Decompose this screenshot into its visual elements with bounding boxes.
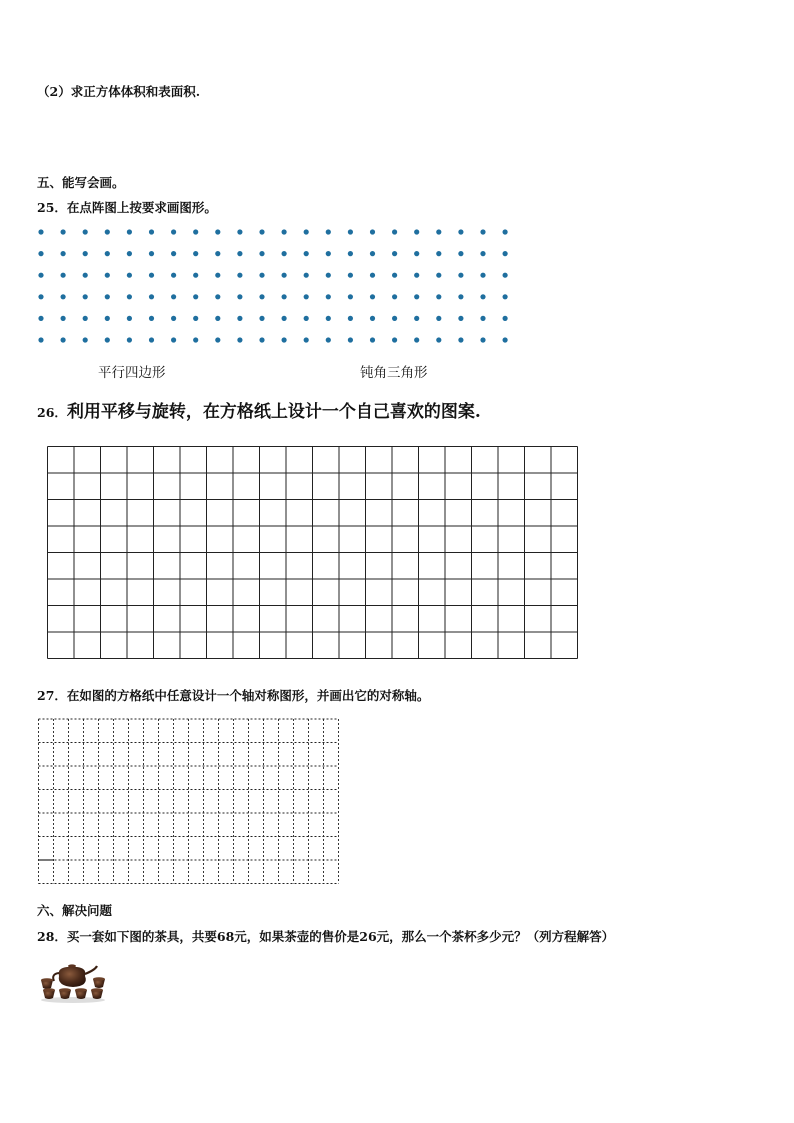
grid-dot[interactable] <box>370 273 375 278</box>
q27-text: 27．在如图的方格纸中任意设计一个轴对称图形，并画出它的对称轴。 <box>37 688 430 703</box>
grid-dot[interactable] <box>61 273 66 278</box>
grid-dot[interactable] <box>215 229 220 234</box>
grid-dot[interactable] <box>392 337 397 342</box>
grid-dot[interactable] <box>370 316 375 321</box>
tea-set-image <box>37 962 109 1004</box>
grid-dot[interactable] <box>105 316 110 321</box>
q24-part2-text: （2）求正方体体积和表面积. <box>37 84 201 99</box>
grid-dot[interactable] <box>414 294 419 299</box>
grid-dot[interactable] <box>458 273 463 278</box>
grid-dot[interactable] <box>61 294 66 299</box>
grid-dot[interactable] <box>105 251 110 256</box>
grid-dot[interactable] <box>215 273 220 278</box>
grid-dot[interactable] <box>436 251 441 256</box>
grid-dot[interactable] <box>215 337 220 342</box>
grid-dot[interactable] <box>171 251 176 256</box>
grid-dot[interactable] <box>370 294 375 299</box>
grid-dot[interactable] <box>61 251 66 256</box>
grid-dot[interactable] <box>259 229 264 234</box>
grid-dot[interactable] <box>503 229 508 234</box>
grid-dot[interactable] <box>480 229 485 234</box>
grid-dot[interactable] <box>215 251 220 256</box>
grid-dot[interactable] <box>480 294 485 299</box>
grid-dot[interactable] <box>83 229 88 234</box>
grid-dot[interactable] <box>348 251 353 256</box>
design-grid-lines <box>48 447 578 659</box>
grid-dot[interactable] <box>38 229 43 234</box>
grid-dot[interactable] <box>304 316 309 321</box>
grid-dot[interactable] <box>171 316 176 321</box>
grid-dot[interactable] <box>38 337 43 342</box>
grid-dot[interactable] <box>282 316 287 321</box>
grid-dot[interactable] <box>171 337 176 342</box>
grid-dot[interactable] <box>392 251 397 256</box>
section5-title: 五、能写会画。 <box>37 175 125 190</box>
q26-text <box>37 397 481 422</box>
grid-dot[interactable] <box>127 337 132 342</box>
grid-dot[interactable] <box>480 251 485 256</box>
grid-dot[interactable] <box>436 229 441 234</box>
grid-dot[interactable] <box>193 251 198 256</box>
grid-dot[interactable] <box>326 251 331 256</box>
grid-dot[interactable] <box>326 294 331 299</box>
grid-dot[interactable] <box>304 294 309 299</box>
grid-dot[interactable] <box>348 273 353 278</box>
grid-dot[interactable] <box>414 273 419 278</box>
grid-dot[interactable] <box>105 337 110 342</box>
grid-dot[interactable] <box>259 251 264 256</box>
grid-dot[interactable] <box>392 294 397 299</box>
grid-dot[interactable] <box>326 229 331 234</box>
grid-dot[interactable] <box>149 229 154 234</box>
grid-dot[interactable] <box>503 316 508 321</box>
grid-dot[interactable] <box>259 294 264 299</box>
grid-dot[interactable] <box>237 337 242 342</box>
design-grid[interactable] <box>46 445 581 661</box>
grid-dot[interactable] <box>61 316 66 321</box>
grid-dot[interactable] <box>414 337 419 342</box>
grid-dot[interactable] <box>304 229 309 234</box>
grid-dot[interactable] <box>193 337 198 342</box>
grid-dot[interactable] <box>83 251 88 256</box>
grid-dot[interactable] <box>61 337 66 342</box>
grid-dot[interactable] <box>127 229 132 234</box>
grid-dot[interactable] <box>326 273 331 278</box>
grid-dot[interactable] <box>370 251 375 256</box>
grid-dot[interactable] <box>127 251 132 256</box>
grid-dot[interactable] <box>83 337 88 342</box>
grid-dot[interactable] <box>193 229 198 234</box>
grid-dot[interactable] <box>503 273 508 278</box>
grid-dot[interactable] <box>392 273 397 278</box>
grid-dot[interactable] <box>414 316 419 321</box>
grid-dot[interactable] <box>348 229 353 234</box>
dot-grid[interactable] <box>35 225 515 345</box>
grid-dot[interactable] <box>370 337 375 342</box>
grid-dot[interactable] <box>480 337 485 342</box>
grid-dot[interactable] <box>105 294 110 299</box>
q26-number: 26． <box>37 405 67 420</box>
grid-dot[interactable] <box>436 273 441 278</box>
grid-dot[interactable] <box>259 337 264 342</box>
symmetry-grid[interactable] <box>37 717 339 887</box>
grid-dot[interactable] <box>282 273 287 278</box>
grid-dot[interactable] <box>83 316 88 321</box>
grid-dot[interactable] <box>326 337 331 342</box>
grid-dot[interactable] <box>215 294 220 299</box>
grid-dot[interactable] <box>237 294 242 299</box>
grid-dot[interactable] <box>193 294 198 299</box>
grid-dot[interactable] <box>237 251 242 256</box>
grid-dot[interactable] <box>348 337 353 342</box>
grid-dot[interactable] <box>282 294 287 299</box>
grid-dot[interactable] <box>458 294 463 299</box>
grid-dot[interactable] <box>304 337 309 342</box>
grid-dot[interactable] <box>326 316 331 321</box>
grid-dot[interactable] <box>38 251 43 256</box>
grid-dot[interactable] <box>237 273 242 278</box>
grid-dot[interactable] <box>193 316 198 321</box>
q25-text: 25．在点阵图上按要求画图形。 <box>37 200 217 215</box>
grid-dot[interactable] <box>105 273 110 278</box>
grid-dot[interactable] <box>503 337 508 342</box>
grid-dot[interactable] <box>503 251 508 256</box>
grid-dot[interactable] <box>436 337 441 342</box>
grid-dot[interactable] <box>436 316 441 321</box>
grid-dot[interactable] <box>259 316 264 321</box>
grid-dot[interactable] <box>149 316 154 321</box>
grid-dot[interactable] <box>149 337 154 342</box>
section6-title: 六、解决问题 <box>37 903 113 918</box>
grid-dot[interactable] <box>458 337 463 342</box>
grid-dot[interactable] <box>149 251 154 256</box>
grid-dot[interactable] <box>436 294 441 299</box>
grid-dot[interactable] <box>458 316 463 321</box>
grid-dot[interactable] <box>105 229 110 234</box>
grid-dot[interactable] <box>480 273 485 278</box>
grid-dot[interactable] <box>414 229 419 234</box>
symmetry-grid-lines <box>39 719 339 884</box>
grid-dot[interactable] <box>392 316 397 321</box>
grid-dot[interactable] <box>304 251 309 256</box>
q28-text: 28．买一套如下图的茶具，共要68元，如果茶壶的售价是26元，那么一个茶杯多少元？（列方程解答） <box>37 929 615 944</box>
grid-dot[interactable] <box>458 229 463 234</box>
grid-dot[interactable] <box>348 294 353 299</box>
grid-dot[interactable] <box>171 229 176 234</box>
grid-dot[interactable] <box>61 229 66 234</box>
grid-dot[interactable] <box>127 316 132 321</box>
grid-dot[interactable] <box>259 273 264 278</box>
grid-dot[interactable] <box>171 273 176 278</box>
grid-dot[interactable] <box>127 294 132 299</box>
grid-dot[interactable] <box>282 229 287 234</box>
grid-dot[interactable] <box>237 316 242 321</box>
grid-dot[interactable] <box>38 294 43 299</box>
grid-dot[interactable] <box>458 251 463 256</box>
grid-dot[interactable] <box>282 337 287 342</box>
caption-parallelogram: 平行四边形 <box>98 365 166 381</box>
grid-dot[interactable] <box>414 251 419 256</box>
grid-dot[interactable] <box>83 273 88 278</box>
grid-dot[interactable] <box>480 316 485 321</box>
grid-dot[interactable] <box>215 316 220 321</box>
grid-dot[interactable] <box>237 229 242 234</box>
grid-dot[interactable] <box>282 251 287 256</box>
grid-dot[interactable] <box>83 294 88 299</box>
grid-dot[interactable] <box>304 273 309 278</box>
grid-dot[interactable] <box>127 273 132 278</box>
caption-obtuse-triangle: 钝角三角形 <box>360 365 428 381</box>
grid-dot[interactable] <box>348 316 353 321</box>
grid-dot[interactable] <box>370 229 375 234</box>
grid-dot[interactable] <box>149 273 154 278</box>
grid-dot[interactable] <box>503 294 508 299</box>
grid-dot[interactable] <box>38 316 43 321</box>
grid-dot[interactable] <box>171 294 176 299</box>
grid-dot[interactable] <box>193 273 198 278</box>
grid-dot[interactable] <box>149 294 154 299</box>
q26-body: 利用平移与旋转，在方格纸上设计一个自己喜欢的图案. <box>66 402 481 422</box>
grid-dot[interactable] <box>38 273 43 278</box>
grid-dot[interactable] <box>392 229 397 234</box>
